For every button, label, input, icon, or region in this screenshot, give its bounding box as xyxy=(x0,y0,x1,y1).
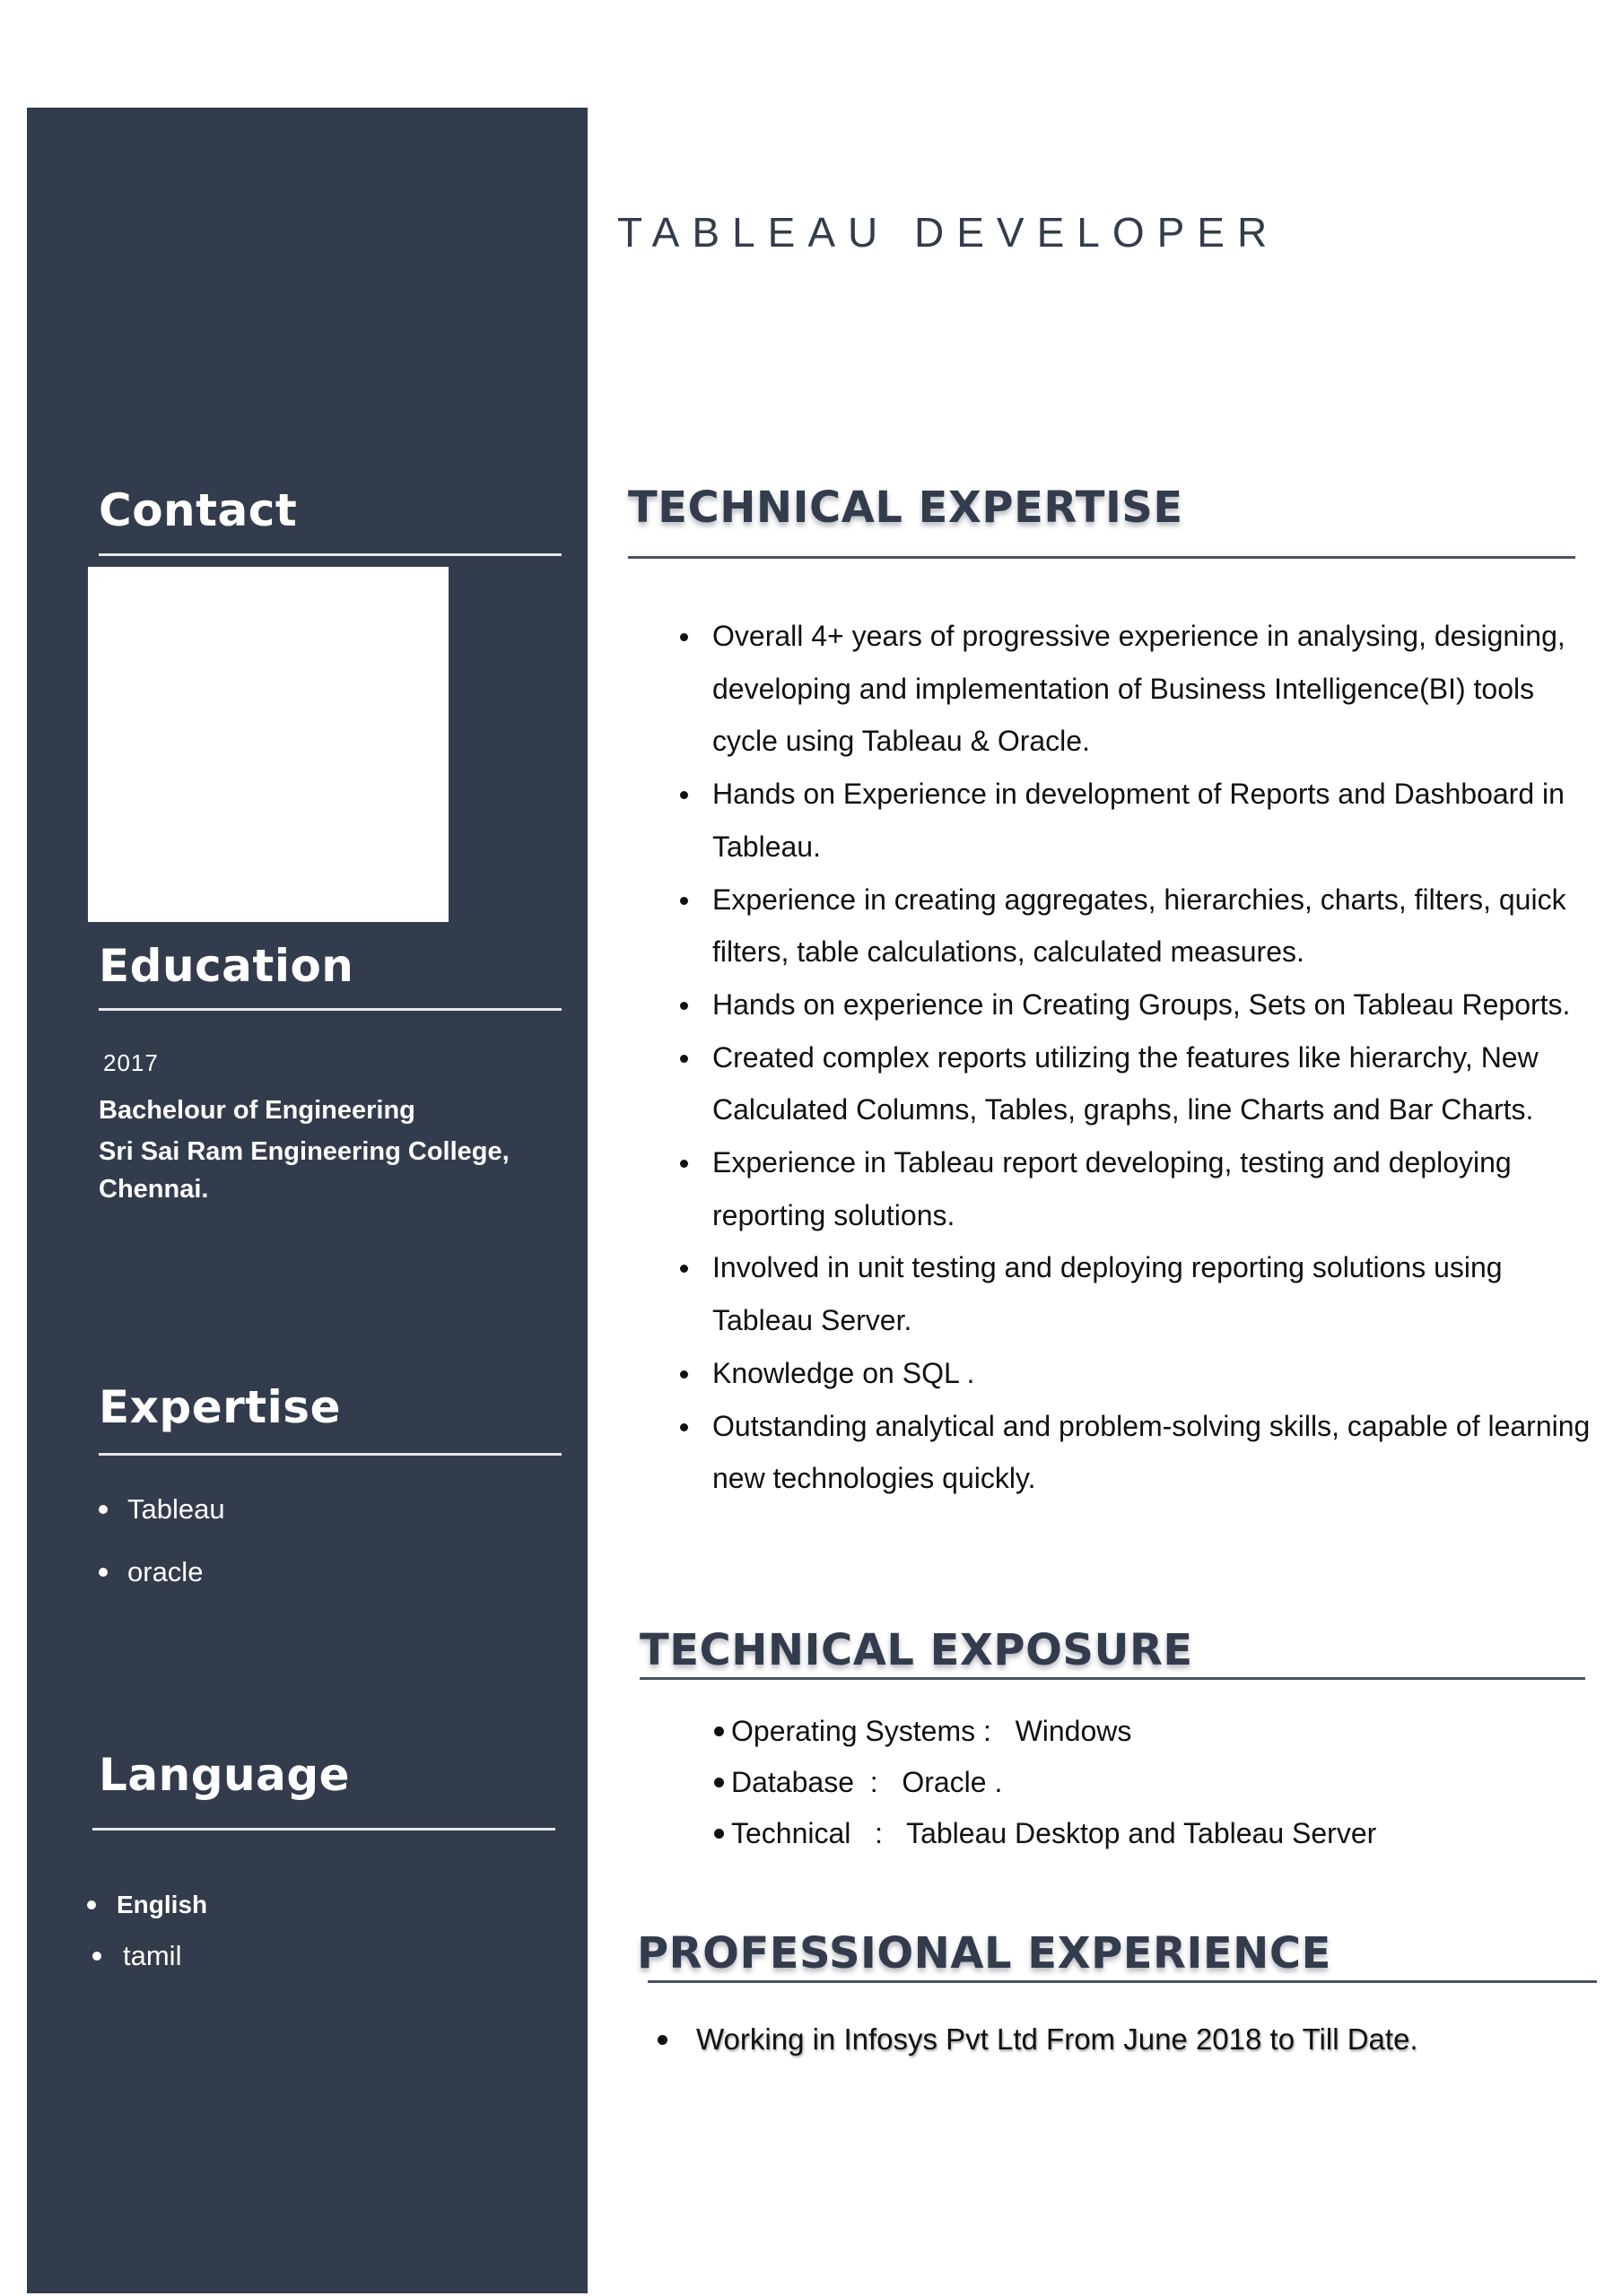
professional-experience-divider xyxy=(648,1980,1597,1983)
job-title: TABLEAU DEVELOPER xyxy=(617,209,1280,256)
bullet-icon xyxy=(714,1778,724,1787)
expertise-heading: Expertise xyxy=(99,1381,341,1433)
language-item-label: tamil xyxy=(123,1940,182,1971)
list-item: Experience in Tableau report developing, testing and deploying reporting solutions. xyxy=(680,1136,1604,1241)
bullet-icon xyxy=(658,2035,667,2045)
list-item: Experience in creating aggregates, hierarchies, charts, filters, quick filters, table calculations, calculated measures. xyxy=(680,874,1604,978)
expertise-item xyxy=(99,1493,225,1526)
language-item-label: English xyxy=(117,1891,208,1918)
bullet-icon xyxy=(714,1829,724,1839)
bullet-icon xyxy=(92,1952,101,1961)
bullet-icon xyxy=(714,1726,724,1736)
language-item xyxy=(92,1940,181,1972)
technical-exposure-heading: TECHNICAL EXPOSURE xyxy=(640,1625,1193,1675)
list-item: Created complex reports utilizing the features like hierarchy, New Calculated Columns, Tables, graphs, line Charts and Bar Charts. xyxy=(680,1031,1604,1136)
exposure-item-label: Database : Oracle . xyxy=(731,1766,1003,1798)
exposure-item xyxy=(714,1715,1131,1748)
list-item: Overall 4+ years of progressive experience in analysing, designing, developing and implementation of Business Intelligence(BI) tools cycle using Tableau & Oracle. xyxy=(680,610,1604,768)
contact-divider xyxy=(99,553,562,556)
exposure-item-label: Technical : Tableau Desktop and Tableau Server xyxy=(731,1817,1377,1849)
bullet-icon xyxy=(87,1900,96,1909)
profile-photo-placeholder xyxy=(88,567,449,922)
expertise-item-label: Tableau xyxy=(127,1493,225,1525)
technical-exposure-divider xyxy=(640,1677,1585,1680)
technical-expertise-divider xyxy=(628,556,1575,559)
language-divider xyxy=(92,1828,555,1831)
list-item: Outstanding analytical and problem-solving skills, capable of learning new technologies quickly. xyxy=(680,1400,1604,1505)
list-item: Involved in unit testing and deploying reporting solutions using Tableau Server. xyxy=(680,1241,1604,1346)
language-heading: Language xyxy=(99,1749,351,1801)
experience-item xyxy=(658,2022,1418,2057)
exposure-item-label: Operating Systems : Windows xyxy=(731,1715,1132,1747)
bullet-icon xyxy=(99,1505,108,1514)
education-divider xyxy=(99,1008,562,1011)
professional-experience-heading: PROFESSIONAL EXPERIENCE xyxy=(637,1928,1331,1979)
bullet-icon xyxy=(99,1568,108,1577)
exposure-item xyxy=(714,1817,1376,1850)
list-item: Knowledge on SQL . xyxy=(680,1347,1604,1400)
expertise-item xyxy=(99,1556,203,1588)
list-item: Hands on Experience in development of Reports and Dashboard in Tableau. xyxy=(680,768,1604,873)
experience-item-label: Working in Infosys Pvt Ltd From June 2018 to Till Date. xyxy=(696,2022,1418,2056)
language-item xyxy=(87,1891,207,1919)
exposure-item xyxy=(714,1766,1002,1799)
technical-expertise-list xyxy=(680,610,1604,1505)
education-heading: Education xyxy=(99,940,354,992)
education-degree: Bachelour of Engineering xyxy=(99,1096,415,1125)
expertise-divider xyxy=(99,1453,562,1456)
technical-expertise-heading: TECHNICAL EXPERTISE xyxy=(628,483,1183,533)
list-item: Hands on experience in Creating Groups, Sets on Tableau Reports. xyxy=(680,978,1604,1031)
contact-heading: Contact xyxy=(99,484,298,536)
expertise-item-label: oracle xyxy=(127,1556,204,1587)
education-college: Sri Sai Ram Engineering College, xyxy=(99,1137,510,1166)
education-city: Chennai. xyxy=(99,1175,209,1204)
education-year: 2017 xyxy=(103,1049,159,1076)
